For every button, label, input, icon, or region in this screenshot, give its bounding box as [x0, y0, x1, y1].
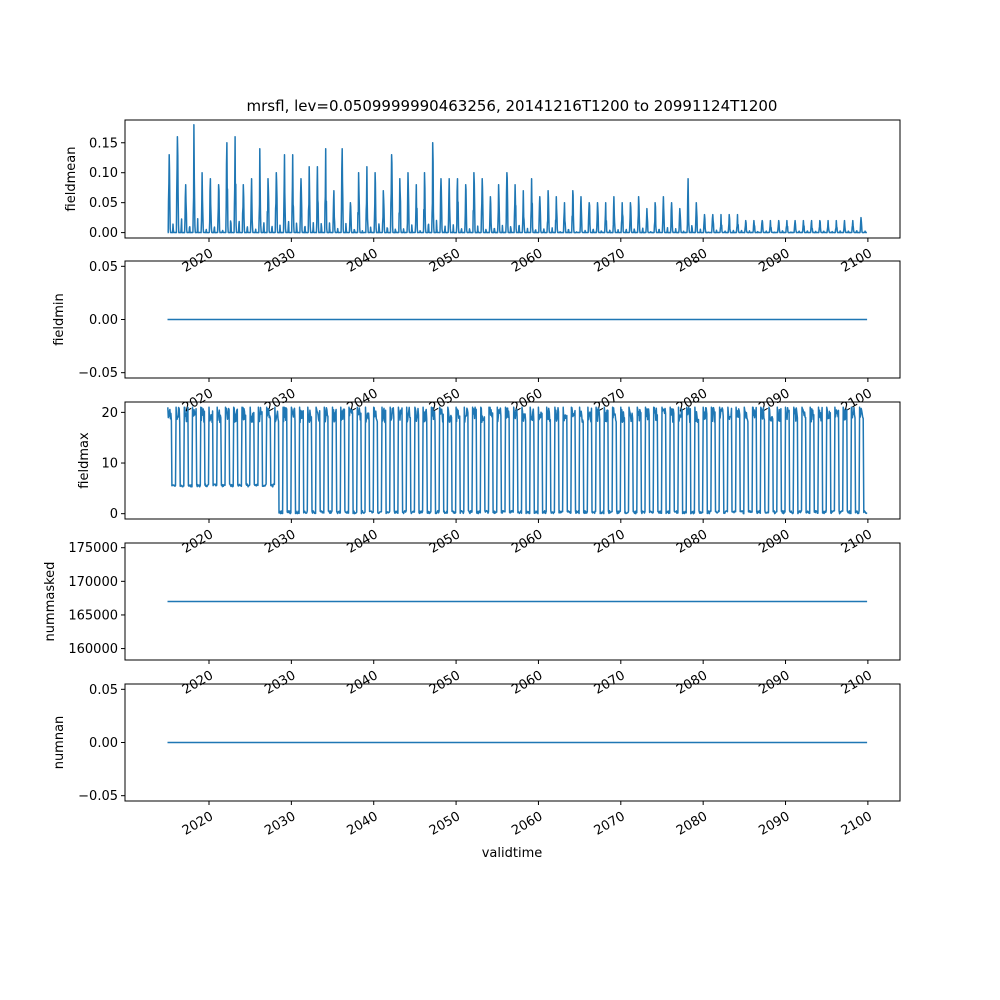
x-tick-label: 2030 [262, 527, 299, 557]
x-tick-label: 2040 [344, 668, 381, 698]
x-tick-label: 2050 [426, 809, 464, 839]
x-tick-label: 2020 [179, 386, 217, 416]
x-tick-label: 2090 [756, 386, 793, 416]
x-tick-label: 2040 [344, 386, 381, 416]
x-tick-label: 2070 [591, 668, 628, 698]
x-tick-label: 2070 [591, 527, 628, 557]
x-tick-label: 2040 [344, 809, 381, 839]
y-tick-label: 0.00 [89, 313, 118, 328]
y-tick-label: 175000 [68, 541, 118, 557]
x-tick-label: 2090 [756, 246, 793, 276]
y-axis-label: numnan [52, 715, 67, 770]
x-tick-label: 2020 [179, 246, 217, 276]
x-tick-label: 2080 [674, 668, 711, 698]
x-tick-label: 2060 [509, 527, 546, 557]
x-tick-label: 2090 [756, 527, 793, 557]
x-tick-label: 2080 [674, 386, 711, 416]
x-tick-label: 2100 [838, 386, 875, 416]
y-tick-label: 170000 [68, 574, 118, 590]
x-tick-label: 2030 [262, 809, 299, 839]
x-tick-label: 2090 [756, 668, 793, 698]
y-tick-label: 0 [109, 507, 118, 523]
x-tick-label: 2070 [591, 809, 628, 839]
x-tick-label: 2070 [591, 246, 628, 276]
y-tick-label: 0.15 [89, 136, 118, 152]
y-tick-label: 20 [101, 405, 118, 421]
x-tick-label: 2100 [838, 668, 875, 698]
x-tick-label: 2050 [426, 527, 464, 557]
y-tick-label: 160000 [68, 642, 118, 658]
x-tick-label: 2080 [674, 246, 711, 276]
x-tick-label: 2060 [509, 809, 546, 839]
x-tick-label: 2070 [591, 386, 628, 416]
x-tick-label: 2090 [756, 809, 793, 839]
x-tick-label: 2030 [262, 246, 299, 276]
x-tick-label: 2020 [179, 527, 217, 557]
x-tick-label: 2100 [838, 809, 875, 839]
y-axis-label: nummasked [43, 561, 58, 642]
x-tick-label: 2080 [674, 809, 711, 839]
y-axis-label: fieldmean [64, 146, 79, 212]
x-tick-label: 2040 [344, 527, 381, 557]
x-tick-label: 2060 [509, 386, 546, 416]
y-tick-label: −0.05 [78, 789, 118, 805]
x-tick-label: 2030 [262, 668, 299, 698]
x-tick-label: 2050 [426, 668, 464, 698]
x-tick-label: 2030 [262, 386, 299, 416]
chart-title: mrsfl, lev=0.0509999990463256, 20141216T1200 to 20991124T1200 [246, 97, 778, 115]
y-tick-label: 0.00 [89, 736, 118, 751]
y-tick-label: 165000 [68, 608, 118, 624]
y-tick-label: −0.05 [78, 366, 118, 382]
x-axis-label: validtime [481, 846, 543, 861]
x-tick-label: 2060 [509, 246, 546, 276]
y-axis-label: fieldmax [77, 432, 92, 489]
x-tick-label: 2100 [838, 527, 875, 557]
x-tick-label: 2060 [509, 668, 546, 698]
x-tick-label: 2020 [179, 668, 217, 698]
y-tick-label: 0.00 [89, 226, 118, 242]
x-tick-label: 2040 [344, 246, 381, 276]
y-tick-label: 0.05 [89, 259, 118, 275]
y-tick-label: 0.05 [89, 682, 118, 698]
x-tick-label: 2050 [426, 246, 464, 276]
x-tick-label: 2080 [674, 527, 711, 557]
y-axis-label: fieldmin [52, 293, 67, 346]
y-tick-label: 0.05 [89, 196, 118, 212]
y-tick-label: 10 [101, 456, 118, 472]
y-tick-label: 0.10 [89, 166, 118, 182]
x-tick-label: 2100 [838, 246, 875, 276]
x-tick-label: 2020 [179, 809, 217, 839]
x-tick-label: 2050 [426, 386, 464, 416]
